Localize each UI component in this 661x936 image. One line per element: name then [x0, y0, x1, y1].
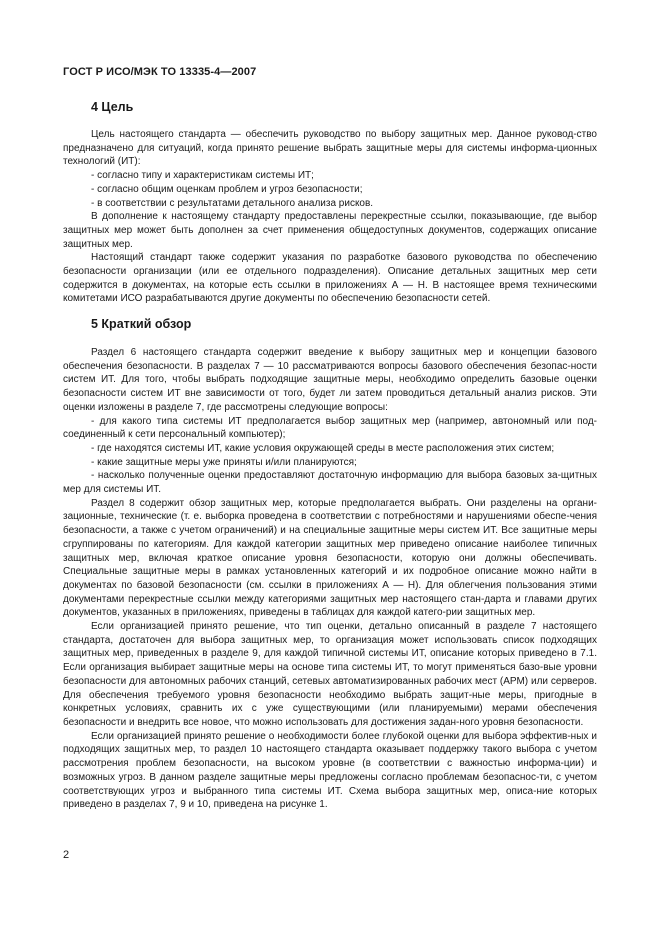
document-header: ГОСТ Р ИСО/МЭК ТО 13335-4—2007 [63, 66, 257, 78]
section-4-bullet: - согласно типу и характеристикам системы ИТ; [91, 170, 314, 182]
section-5-bullet: - где находятся системы ИТ, какие условия окружающей среды в месте расположения этих систем; [91, 442, 555, 454]
section-5-paragraph: Если организацией принято решение, что тип оценки, детально описанный в разделе 7 настоящего стандарта, достаточен для выбора защитных мер, то организация может использовать список подходящих защитных мер, приведенных в разделе 9, для каждой типичной системы ИТ, описание которых приведено в 7.1. Если организация выбирает защитные меры на основе типа системы ИТ, то могут применяться базо-вые уровни безопасности для автономных рабочих станций, сетевых автоматизированных рабочих мест (АРМ) или серверов. Для обеспечения требуемого уровня безопасности необходимо выбрать защит-ные меры, пригодные в конкретных условиях, сравнить их с уже существующими (или планируемыми) мерами обеспечения безопасности и внедрить все новое, что можно использовать для достижения задан-ного уровня безопасности. [63, 621, 597, 728]
page-number: 2 [63, 849, 70, 861]
section-5-title: 5 Краткий обзор [91, 317, 192, 331]
section-4-body [63, 128, 597, 306]
section-5-body [63, 346, 597, 812]
section-5-paragraph: Если организацией принято решение о необходимости более глубокой оценки для выбора эффектив-ных и подходящих защитных мер, то раздел 10 настоящего стандарта оказывает поддержку такого выбора с учетом рассмотрения проблем безопасности, на высоком уровне (в соответствии с важностью информа-ции) и возможных угроз. В данном разделе защитные меры предложены согласно проблемам безопаснос-ти, с учетом соответствующих угроз и выбранного типа системы ИТ. Схема выбора защитных мер, описа-ние которых приведено в разделах 7, 9 и 10, приведена на рисунке 1. [63, 730, 597, 811]
section-4-paragraph: В дополнение к настоящему стандарту предоставлены перекрестные ссылки, показывающие, где выбор защитных мер может быть дополнен за счет применения общедоступных документов, содержащих описание защитных мер. [63, 211, 597, 250]
section-4-bullet: - согласно общим оценкам проблем и угроз безопасности; [91, 183, 363, 195]
section-4-paragraph: Настоящий стандарт также содержит указания по разработке базового руководства по обеспечению безопасности организации (или ее отдельного подразделения). Описание детальных защитных мер сети содержится в документах, на которые есть ссылки в приложениях А — Н. В настоящее время техническими комитетами ИСО разрабатываются другие документы по обеспечению безопасности сетей. [63, 252, 597, 305]
section-5-bullet: - какие защитные меры уже приняты и/или планируются; [91, 456, 357, 468]
section-5-paragraph: Раздел 8 содержит обзор защитных мер, которые предполагается выбрать. Они разделены на органи-зационные, технические (т. е. выборка проведена в соответствии с потребностями и нарушениями обеспе-чения безопасности, а также с учетом ограничений) и на специальные защитные меры систем ИТ. Все защитные меры сгруппированы по категориям. Для каждой категории защитных мер приведено описание наиболее типичных защитных мер, включая краткое описание уровня безопасности, которую они должны обеспечивать. Специальные защитные меры в рамках установленных категорий и их подробное описание можно найти в документах по базовой безопасности (см. ссылки в приложениях А — Н). Для облегчения пользования этими документами перекрестные ссылки между категориями защитных мер настоящего стан-дарта и главами других документов, указанных в приложениях, приведены в таблицах для каждой катего-рии защитных мер. [63, 497, 597, 619]
section-5-bullet: - насколько полученные оценки предоставляют достаточную информацию для выбора базовых за-щитных мер для системы ИТ. [63, 470, 597, 496]
section-4-title: 4 Цель [91, 100, 134, 114]
section-4-intro: Цель настоящего стандарта — обеспечить руководство по выбору защитных мер. Данное руковод-ство предназначено для ситуаций, когда принято решение выбрать защитные меры для системы информа-ционных технологий (ИТ): [63, 129, 597, 168]
section-5-bullet: - для какого типа системы ИТ предполагается выбор защитных мер (например, автономный или под-соединенный к сети персональный компьютер); [63, 415, 597, 441]
section-5-paragraph: Раздел 6 настоящего стандарта содержит введение к выбору защитных мер и концепции базового обеспечения безопасности. В разделах 7 — 10 рассматриваются вопросы базового обеспечения безопас-ности систем ИТ. Для того, чтобы выбрать подходящие защитные меры, необходимо определить базовые оценки безопасности систем ИТ вне зависимости от того, будет ли затем проводиться детальный анализ рисков. Эти оценки изложены в разделе 7, где рассмотрены следующие вопросы: [63, 347, 597, 413]
section-4-bullet: - в соответствии с результатами детального анализа рисков. [91, 197, 374, 209]
